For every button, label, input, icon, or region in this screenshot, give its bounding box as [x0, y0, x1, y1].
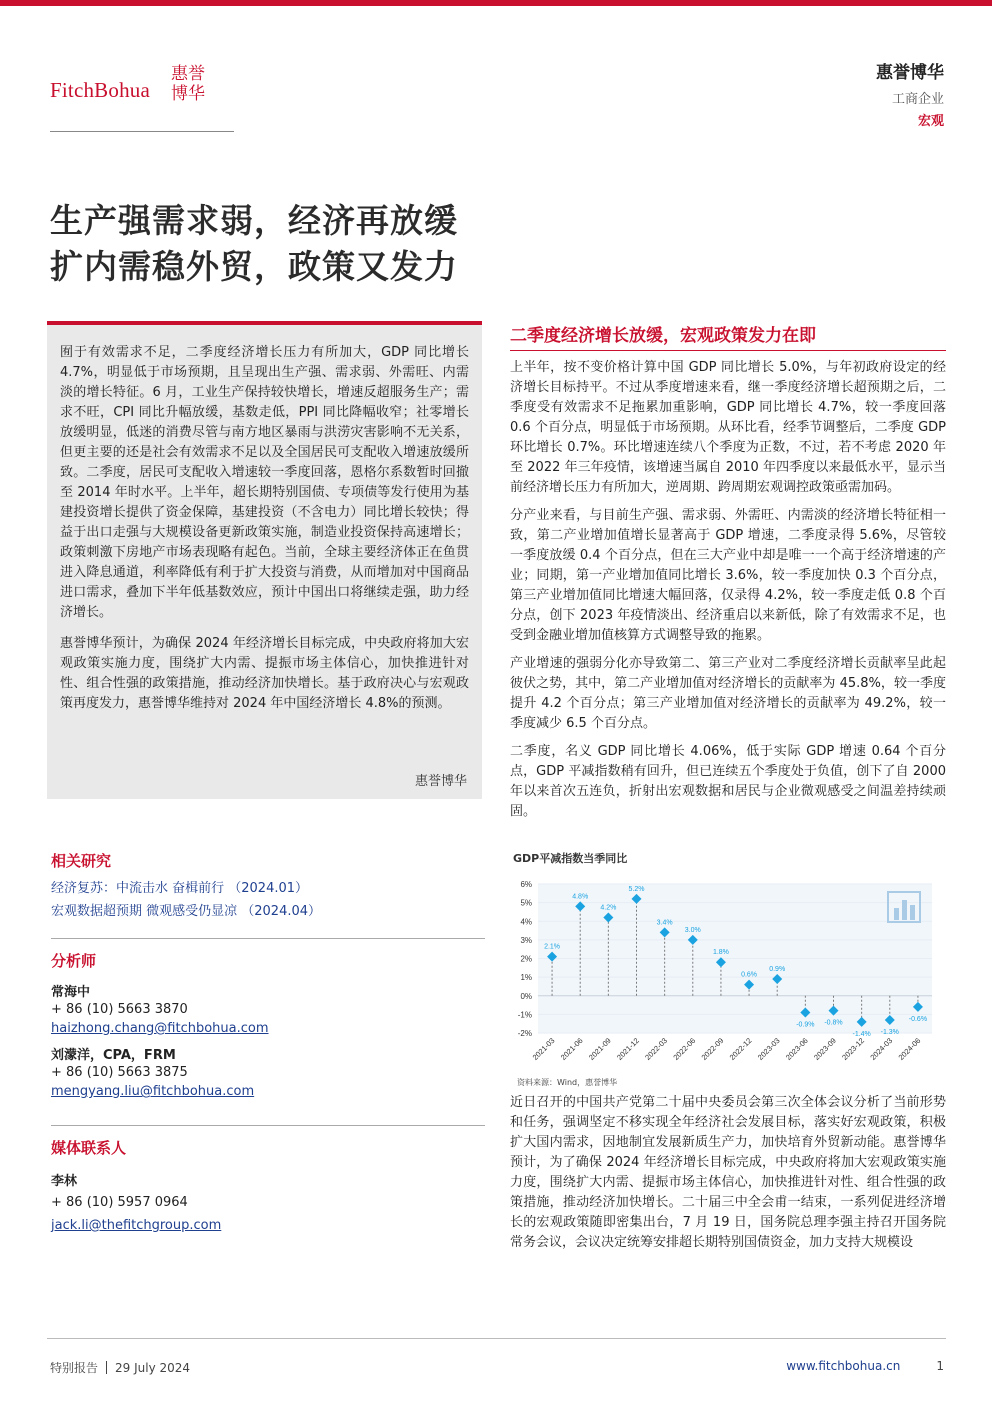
related-research: [51, 850, 321, 923]
media-contact-phone: + 86 (10) 5957 0964: [51, 1195, 188, 1210]
media-contact-name: 李林: [51, 1174, 78, 1189]
data-label: -0.6%: [908, 1015, 928, 1023]
data-label: 4.8%: [572, 893, 589, 901]
chart-icon: [894, 908, 899, 920]
analyst-email-link[interactable]: haizhong.chang@fitchbohua.com: [51, 1021, 269, 1036]
title-line-1: 生产强需求弱，经济再放缓: [50, 201, 458, 240]
x-tick-label: 2023-06: [783, 1036, 810, 1062]
divider: [51, 938, 485, 939]
report-type: 特别报告: [50, 1361, 99, 1375]
data-label: -1.4%: [852, 1030, 871, 1038]
body-paragraph: 上半年，按不变价格计算中国 GDP 同比增长 5.0%，与年初政府设定的经济增长目标持平。不过从季度增速来看，继一季度经济增长超预期之后，二季度受有效需求不足拖累加重影响，GDP 同比增长 4.7%，较一季度回落 0.6 个百分点，明显低于市场预期。从环比看，经季节调整后，二季度 GDP 环比增长 0.7%。环比增速连续八个季度为正数，不过，若不考虑 2020 年至 2022 年三年疫情，该增速当属自 2010 年四季度以来最低水平，显示当前经济增长压力有所加大，逆周期、跨周期宏观调控政策亟需加码。: [510, 360, 946, 495]
analysts-heading: 分析师: [51, 952, 97, 970]
y-tick-label: 0%: [520, 991, 532, 1001]
data-label: 2.1%: [544, 943, 561, 951]
body-paragraph: 二季度，名义 GDP 同比增长 4.06%，低于实际 GDP 增速 0.64 个百分点，GDP 平减指数稍有回升，但已连续五个季度处于负值，创下了自 2000 年以来首次五连负，折射出宏观数据和居民与企业微观感受之间温差持续顽固。: [510, 744, 946, 819]
x-tick-label: 2021-03: [530, 1036, 557, 1062]
summary-paragraph-1: 囿于有效需求不足，二季度经济增长压力有所加大，GDP 同比增长 4.7%，明显低于市场预期，且呈现出生产强、需求弱、外需旺、内需淡的增长特征。6 月，工业生产保持较快增长，增速反超服务生产；需求不旺，CPI 同比升幅放缓，基数走低，PPI 同比降幅收窄；社零增长放缓明显，低迷的消费尽管与南方地区暴雨与洪涝灾害影响不无关系，但更主要的还是社会有效需求不足以及全国居民可支配收入增速放缓所致。二季度，居民可支配收入增速较一季度回落，恩格尔系数暂时回撤至 2014 年时水平。上半年，超长期特别国债、专项债等发行使用为基建投资增长提供了资金保障，基建投资（不含电力）同比增长较快；得益于出口走强与大规模设备更新政策实施，制造业投资保持高速增长；政策刺激下房地产市场表现略有起色。当前，全球主要经济体正在鱼贯进入降息通道，利率降低有利于扩大投资与消费，从而增加对中国商品进口需求，叠加下半年低基数效应，预计中国出口将继续走强，助力经济增长。: [60, 345, 469, 620]
analyst-phone: + 86 (10) 5663 3870: [51, 1002, 188, 1017]
summary-box: [47, 321, 482, 799]
y-tick-label: 6%: [520, 880, 532, 889]
x-tick-label: 2022-12: [727, 1036, 754, 1062]
analyst-phone: + 86 (10) 5663 3875: [51, 1065, 188, 1080]
footer-right: [786, 1359, 944, 1373]
chart-icon: [910, 905, 915, 920]
data-label: -0.8%: [824, 1019, 843, 1027]
logo-wordmark: FitchBohua: [50, 78, 150, 102]
y-tick-label: 4%: [520, 917, 532, 927]
chart-icon: [902, 900, 907, 920]
x-tick-label: 2023-03: [755, 1036, 782, 1062]
footer-left: [50, 1359, 190, 1376]
y-tick-label: 2%: [520, 954, 532, 964]
seal-top: 惠誉: [171, 64, 205, 84]
page-number: 1: [936, 1359, 944, 1373]
data-label: 0.6%: [741, 971, 758, 979]
analyst-email-link[interactable]: mengyang.liu@fitchbohua.com: [51, 1084, 255, 1099]
report-date: 29 July 2024: [115, 1361, 191, 1375]
analyst-name: 刘濛洋，CPA，FRM: [51, 1048, 176, 1063]
data-label: 5.2%: [628, 885, 645, 893]
related-link-2[interactable]: 宏观数据超预期 微观感受仍显凉 （2024.04）: [51, 904, 322, 919]
x-tick-label: 2022-09: [699, 1036, 726, 1062]
media-contact-email-link[interactable]: jack.li@thefitchgroup.com: [51, 1218, 222, 1233]
x-tick-label: 2024-06: [896, 1036, 923, 1062]
logo-divider: [50, 131, 234, 132]
brand-subcategory: 宏观: [917, 114, 944, 129]
seal-bottom: 博华: [171, 84, 205, 104]
x-tick-label: 2022-03: [643, 1036, 670, 1062]
body-paragraph: 产业增速的强弱分化亦导致第二、第三产业对二季度经济增长贡献率呈此起彼伏之势，其中，第二产业增加值对经济增长的贡献率为 45.8%，较一季度提升 4.2 个百分点；第三产业增加值对经济增长的贡献率为 49.2%，较一季度减少 6.5 个百分点。: [510, 656, 946, 731]
summary-signature: 惠誉博华: [414, 774, 467, 789]
chart-source: 资料来源：Wind，惠誉博华: [517, 1078, 618, 1087]
analyst-name: 常海中: [51, 985, 91, 1000]
y-tick-label: -2%: [517, 1029, 532, 1038]
y-tick-label: -1%: [517, 1010, 532, 1020]
body-paragraph: 近日召开的中国共产党第二十届中央委员会第三次全体会议分析了当前形势和任务，强调坚定不移实现全年经济社会发展目标，落实好宏观政策，积极扩大国内需求，因地制宜发展新质生产力，加快培育外贸新动能。惠誉博华预计，为了确保 2024 年经济增长目标完成，中央政府将加大宏观政策实施力度，围绕扩大内需、提振市场主体信心，加快推进针对性、组合性强的政策措施，推动经济加快增长。二十届三中全会甫一结束，一系列促进经济增长的宏观政策随即密集出台，7 月 19 日，国务院总理李强主持召开国务院常务会议，会议决定统筹安排超长期特别国债资金，加力支持大规模设: [510, 1095, 946, 1250]
x-tick-label: 2023-12: [840, 1036, 867, 1062]
chart-title: GDP平减指数当季同比: [513, 852, 628, 865]
data-label: 1.8%: [712, 949, 729, 957]
top-accent-bar: [0, 0, 992, 6]
body-paragraph: 分产业来看，与目前生产强、需求弱、外需旺、内需淡的经济增长特征相一致，第二产业增加值增长显著高于 GDP 增速，二季度录得 5.6%，尽管较一季度放缓 0.4 个百分点，但在三大产业中却是唯一一个高于经济增速的产业；同期，第一产业增加值同比增长 3.6%，较一季度加快 0.3 个百分点，第三产业增加值同比增速大幅回落，仅录得 4.2%，较一季度走低 0.8 个百分点，创下 2023 年疫情淡出、经济重启以来新低，除了有效需求不足，也受到金融业增加值核算方式调整导致的拖累。: [510, 508, 946, 643]
data-label: -1.3%: [880, 1028, 899, 1036]
x-tick-label: 2021-06: [558, 1036, 585, 1062]
section-heading: 二季度经济增长放缓，宏观政策发力在即: [510, 321, 946, 351]
brand-category: 工商企业: [891, 92, 944, 107]
x-tick-label: 2023-09: [812, 1036, 838, 1062]
logo-seal: [171, 64, 219, 110]
x-tick-label: 2021-12: [615, 1036, 641, 1062]
y-tick-label: 1%: [520, 973, 532, 983]
x-tick-label: 2021-09: [586, 1036, 613, 1062]
related-link-1[interactable]: 经济复苏：中流击水 奋楫前行 （2024.01）: [51, 881, 309, 896]
divider: [51, 1125, 485, 1126]
media-heading: 媒体联系人: [51, 1139, 127, 1157]
body-text-lower: [510, 1093, 946, 1261]
brand-name: 惠誉博华: [876, 63, 944, 83]
x-tick-label: 2024-03: [868, 1036, 895, 1062]
gdp-deflator-chart: [510, 870, 946, 1075]
data-label: 3.0%: [684, 926, 701, 934]
report-title: [50, 198, 458, 290]
summary-paragraph-2: 惠誉博华预计，为确保 2024 年经济增长目标完成，中央政府将加大宏观政策实施力度，围绕扩大内需、提振市场主体信心，加快推进针对性、组合性强的政策措施，推动经济加快增长。基于政府决心与宏观政策再度发力，惠誉博华维持对 2024 年中国经济增长 4.8%的预测。: [60, 636, 469, 711]
footer-separator: [106, 1361, 107, 1374]
footer-divider: [47, 1338, 946, 1339]
data-label: -0.9%: [796, 1021, 815, 1029]
header-brand: [876, 58, 944, 129]
title-line-2: 扩内需稳外贸，政策又发力: [50, 247, 458, 286]
data-label: 4.2%: [600, 904, 617, 912]
website-link[interactable]: www.fitchbohua.cn: [786, 1359, 901, 1373]
body-text-upper: [510, 358, 946, 830]
analysts-section: [51, 950, 269, 1101]
x-tick-label: 2022-06: [671, 1036, 698, 1062]
related-heading: 相关研究: [51, 852, 112, 870]
data-label: 3.4%: [656, 919, 673, 927]
data-label: 0.9%: [769, 965, 786, 973]
media-contact-section: [51, 1137, 221, 1235]
y-tick-label: 5%: [520, 898, 532, 908]
y-tick-label: 3%: [520, 935, 532, 945]
